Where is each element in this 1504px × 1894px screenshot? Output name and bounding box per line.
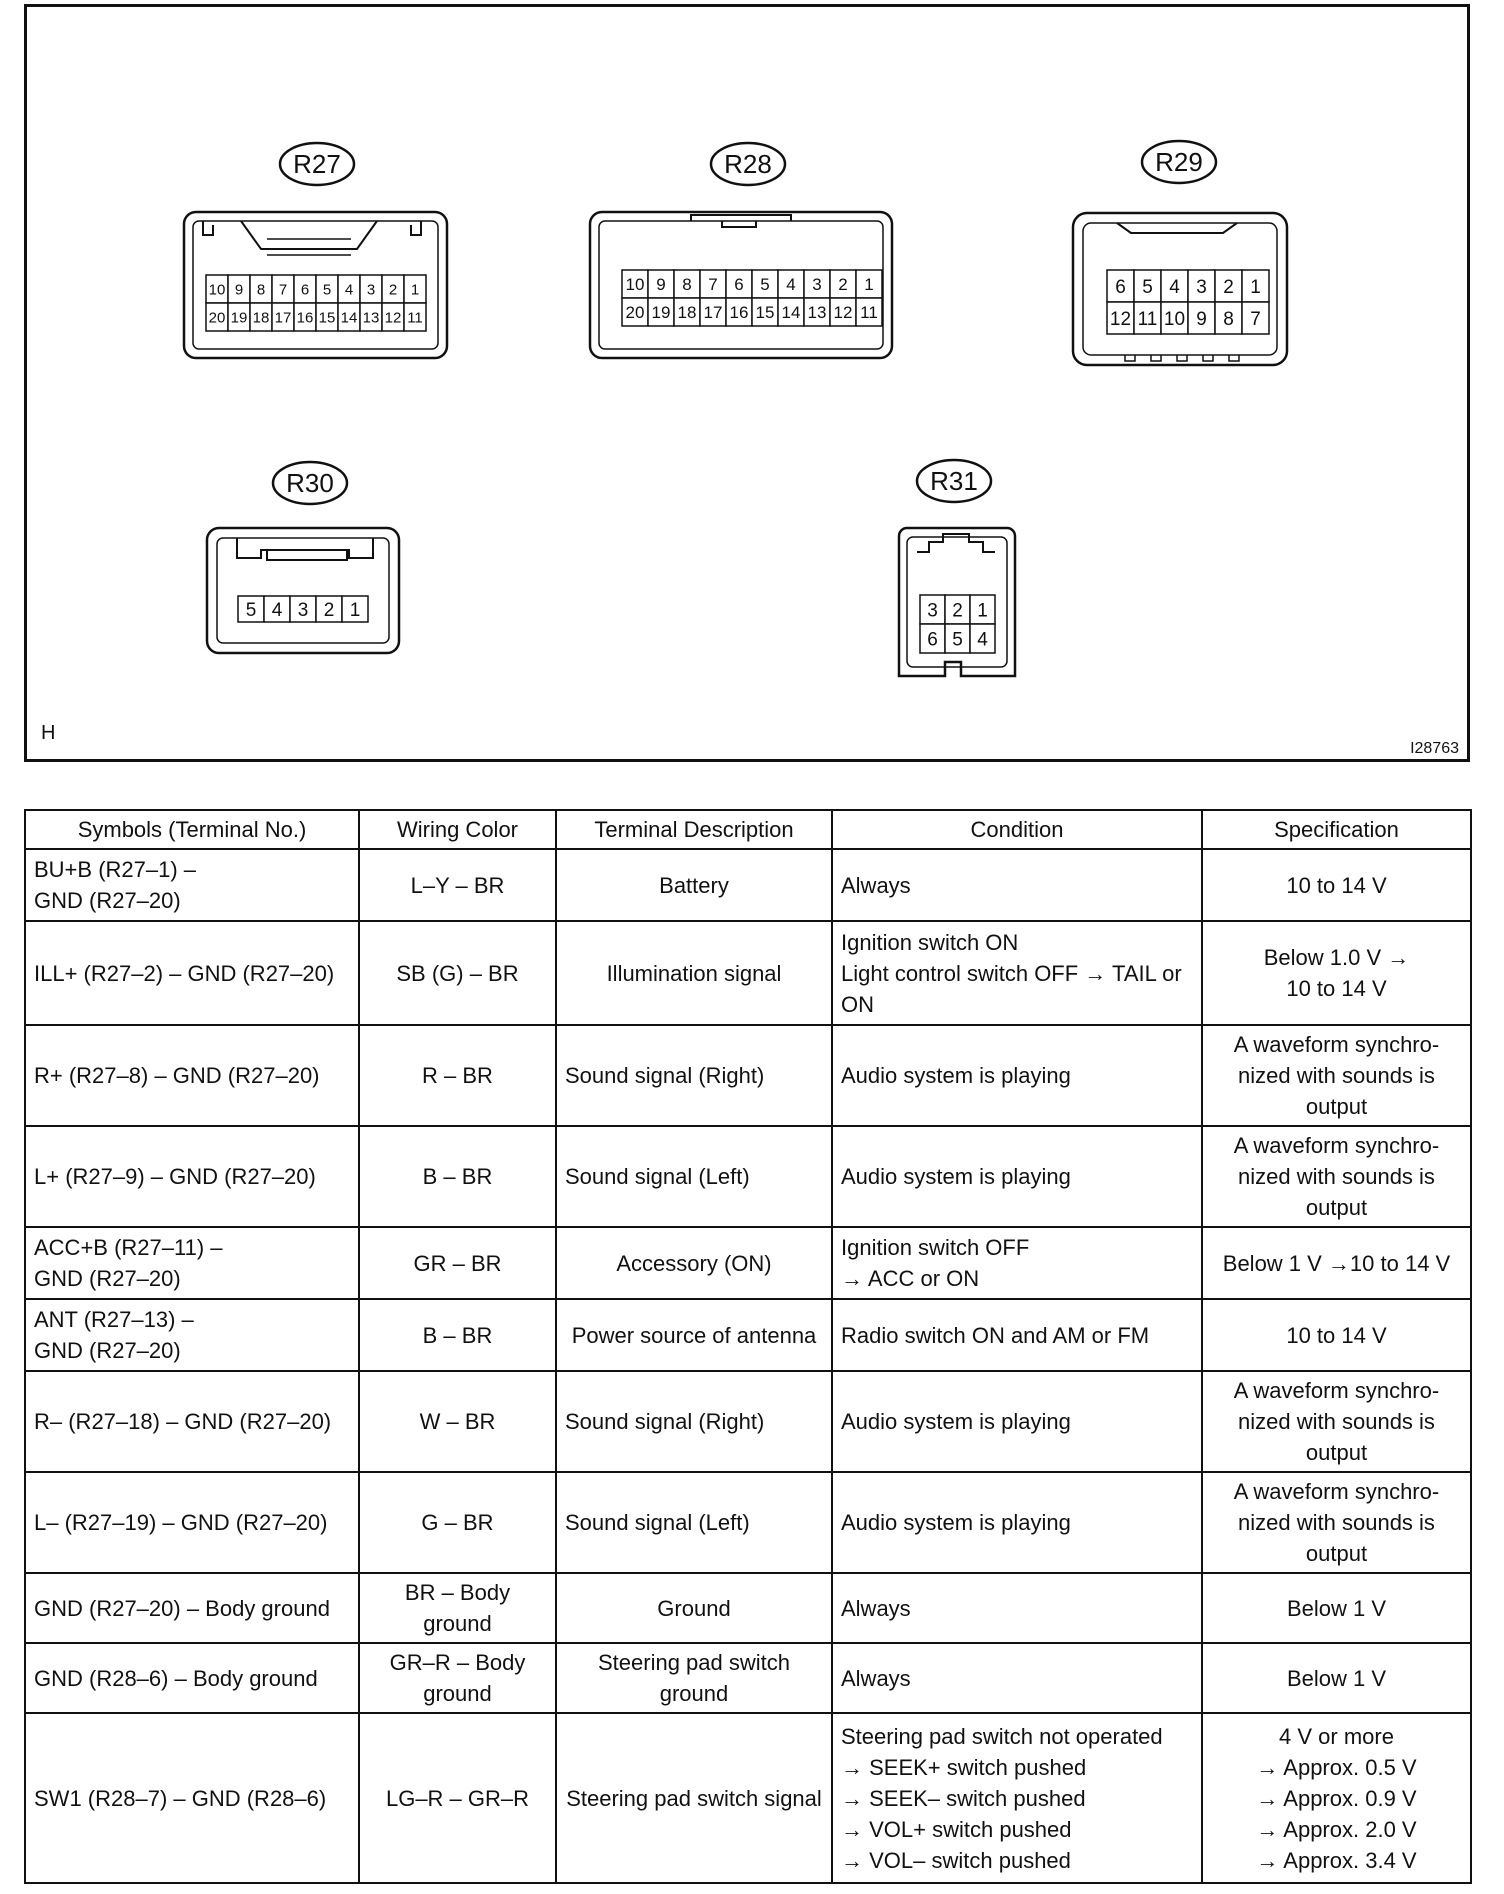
terminal-number: 4 xyxy=(1169,276,1180,298)
cell-wiring: SB (G) – BR xyxy=(396,960,519,986)
terminal-number: 19 xyxy=(230,309,248,327)
connector-r27-label: R27 xyxy=(293,149,341,179)
cell-condition: Steering pad switch not operated → SEEK+ switch pushed → SEEK– switch pushed → VOL+ switch pushed → VOL– switch pushed xyxy=(841,1723,1163,1873)
terminal-number: 5 xyxy=(322,281,332,299)
header-wiring-color: Wiring Color xyxy=(359,810,556,849)
cell-description: Steering pad switch signal xyxy=(566,1785,822,1811)
cell-description: Illumination signal xyxy=(606,960,782,986)
terminal-number: 12 xyxy=(1109,308,1132,330)
terminal-number: 13 xyxy=(807,303,827,323)
cell-wiring: G – BR xyxy=(421,1510,494,1535)
terminal-number: 10 xyxy=(625,275,645,295)
terminal-number: 6 xyxy=(300,281,310,299)
terminal-number: 8 xyxy=(1223,308,1234,330)
terminal-number: 19 xyxy=(651,303,671,323)
connector-r30-label: R30 xyxy=(286,468,334,498)
terminal-number: 4 xyxy=(344,281,354,299)
terminal-number: 16 xyxy=(296,309,314,327)
cell-description: Sound signal (Right) xyxy=(565,1063,765,1088)
connector-r31-label: R31 xyxy=(930,466,978,496)
terminal-number: 6 xyxy=(734,275,744,295)
table-row xyxy=(25,1713,1471,1883)
terminal-number: 5 xyxy=(245,599,257,621)
terminal-number: 5 xyxy=(760,275,770,295)
terminal-number: 20 xyxy=(625,303,645,323)
cell-symbol: SW1 (R28–7) – GND (R28–6) xyxy=(34,1785,327,1811)
terminal-number: 3 xyxy=(1196,276,1207,298)
terminal-number: 17 xyxy=(703,303,723,323)
terminal-number: 4 xyxy=(977,629,988,651)
table-row xyxy=(25,1371,1471,1472)
terminal-spec-table xyxy=(24,809,1472,1884)
cell-symbol: R– (R27–18) – GND (R27–20) xyxy=(34,1409,332,1434)
cell-spec: A waveform synchro- nized with sounds is output xyxy=(1233,1133,1440,1220)
terminal-number: 7 xyxy=(278,281,288,299)
cell-wiring: GR–R – Body ground xyxy=(389,1650,526,1706)
cell-spec: Below 1.0 V → 10 to 14 V xyxy=(1263,945,1410,1001)
figure-id: I28763 xyxy=(1410,740,1459,757)
cell-spec: A waveform synchro- nized with sounds is output xyxy=(1233,1479,1440,1566)
terminal-number: 5 xyxy=(1142,276,1153,298)
terminal-number: 3 xyxy=(812,275,822,295)
cell-condition: Ignition switch OFF → ACC or ON xyxy=(841,1235,1030,1291)
connector-r28-label: R28 xyxy=(724,149,772,179)
cell-wiring: BR – Body ground xyxy=(404,1580,511,1636)
terminal-number: 1 xyxy=(349,599,361,621)
terminal-number: 1 xyxy=(1250,276,1261,298)
connector-r30-housing xyxy=(207,528,399,653)
cell-symbol: GND (R28–6) – Body ground xyxy=(34,1665,318,1691)
terminal-number: 4 xyxy=(786,275,796,295)
terminal-number: 16 xyxy=(729,303,749,323)
terminal-number: 3 xyxy=(297,599,309,621)
terminal-number: 6 xyxy=(1115,276,1126,298)
terminal-number: 18 xyxy=(677,303,697,323)
cell-description: Sound signal (Right) xyxy=(565,1409,765,1434)
header-terminal-description: Terminal Description xyxy=(556,810,832,849)
table-row xyxy=(25,1227,1471,1299)
terminal-number: 3 xyxy=(927,600,938,622)
cell-condition: Always xyxy=(841,1665,911,1691)
table-row xyxy=(25,1643,1471,1713)
terminal-number: 13 xyxy=(362,309,380,327)
terminal-number: 18 xyxy=(252,309,270,327)
terminal-number: 2 xyxy=(1223,276,1234,298)
cell-spec: A waveform synchro- nized with sounds is output xyxy=(1233,1378,1440,1465)
terminal-number: 4 xyxy=(271,599,283,621)
cell-description: Steering pad switch ground xyxy=(598,1650,790,1706)
terminal-number: 1 xyxy=(864,275,874,295)
cell-spec: Below 1 V xyxy=(1286,1665,1387,1691)
cell-description: Accessory (ON) xyxy=(616,1250,772,1276)
terminal-number: 7 xyxy=(1250,308,1261,330)
cell-description: Power source of antenna xyxy=(571,1322,817,1348)
terminal-number: 2 xyxy=(323,599,335,621)
cell-wiring: B – BR xyxy=(422,1322,493,1348)
cell-description: Sound signal (Left) xyxy=(565,1510,750,1535)
cell-wiring: B – BR xyxy=(422,1164,493,1189)
cell-spec: Below 1 V xyxy=(1286,1595,1387,1621)
terminal-number: 2 xyxy=(388,281,398,299)
terminal-number: 9 xyxy=(1196,308,1207,330)
terminal-number: 1 xyxy=(410,281,420,299)
connector-diagram xyxy=(24,4,1470,762)
cell-symbol: ACC+B (R27–11) – GND (R27–20) xyxy=(34,1235,223,1291)
connector-r29-label: R29 xyxy=(1155,147,1203,177)
cell-symbol: L+ (R27–9) – GND (R27–20) xyxy=(34,1164,316,1189)
cell-symbol: R+ (R27–8) – GND (R27–20) xyxy=(34,1063,320,1088)
cell-spec: 10 to 14 V xyxy=(1286,1322,1387,1348)
terminal-number: 6 xyxy=(927,629,938,651)
cell-wiring: LG–R – GR–R xyxy=(385,1785,530,1811)
cell-symbol: L– (R27–19) – GND (R27–20) xyxy=(34,1510,328,1535)
cell-condition: Always xyxy=(841,872,911,898)
cell-condition: Radio switch ON and AM or FM xyxy=(841,1322,1150,1348)
connector-drawing xyxy=(27,7,1467,759)
cell-symbol: ANT (R27–13) – GND (R27–20) xyxy=(34,1307,194,1363)
terminal-number: 1 xyxy=(977,600,988,622)
cell-symbol: ILL+ (R27–2) – GND (R27–20) xyxy=(34,960,335,986)
cell-wiring: GR – BR xyxy=(413,1250,502,1276)
cell-spec: 4 V or more → Approx. 0.5 V → Approx. 0.9 V → Approx. 2.0 V → Approx. 3.4 V xyxy=(1256,1723,1417,1873)
terminal-number: 7 xyxy=(708,275,718,295)
cell-condition: Ignition switch ON Light control switch OFF → TAIL or ON xyxy=(841,929,1182,1017)
terminal-number: 11 xyxy=(407,309,423,327)
table-row xyxy=(25,1025,1471,1126)
terminal-number: 14 xyxy=(340,309,358,327)
terminal-number: 10 xyxy=(208,281,226,299)
table-row xyxy=(25,1126,1471,1227)
table-header-row xyxy=(25,810,1471,849)
header-condition: Condition xyxy=(832,810,1202,849)
terminal-number: 9 xyxy=(234,281,244,299)
terminal-number: 3 xyxy=(366,281,376,299)
cell-description: Ground xyxy=(657,1595,731,1621)
terminal-number: 5 xyxy=(952,629,963,651)
table-row xyxy=(25,1573,1471,1643)
terminal-number: 10 xyxy=(1163,308,1186,330)
cell-spec: A waveform synchro- nized with sounds is output xyxy=(1233,1032,1440,1119)
cell-wiring: R – BR xyxy=(422,1063,493,1088)
terminal-number: 2 xyxy=(952,600,963,622)
cell-description: Battery xyxy=(659,872,729,898)
cell-condition: Audio system is playing xyxy=(841,1063,1071,1088)
terminal-number: 12 xyxy=(833,303,853,323)
corner-letter: H xyxy=(41,722,56,744)
terminal-number: 9 xyxy=(656,275,666,295)
terminal-number: 12 xyxy=(384,309,402,327)
cell-description: Sound signal (Left) xyxy=(565,1164,750,1189)
cell-symbol: GND (R27–20) – Body ground xyxy=(34,1595,330,1621)
cell-condition: Audio system is playing xyxy=(841,1409,1071,1434)
cell-symbol: BU+B (R27–1) – GND (R27–20) xyxy=(34,857,197,913)
terminal-number: 8 xyxy=(256,281,266,299)
cell-spec: Below 1 V →10 to 14 V xyxy=(1222,1250,1451,1276)
cell-spec: 10 to 14 V xyxy=(1286,872,1387,898)
terminal-number: 11 xyxy=(1137,308,1158,330)
cell-condition: Always xyxy=(841,1595,911,1621)
cell-condition: Audio system is playing xyxy=(841,1510,1071,1535)
header-specification: Specification xyxy=(1202,810,1471,849)
cell-condition: Audio system is playing xyxy=(841,1164,1071,1189)
header-symbols: Symbols (Terminal No.) xyxy=(25,810,359,849)
table-row xyxy=(25,1299,1471,1371)
table-row xyxy=(25,921,1471,1025)
terminal-number: 17 xyxy=(274,309,292,327)
terminal-number: 11 xyxy=(860,303,878,323)
terminal-number: 20 xyxy=(208,309,226,327)
terminal-number: 2 xyxy=(838,275,848,295)
cell-wiring: W – BR xyxy=(419,1409,496,1434)
cell-wiring: L–Y – BR xyxy=(410,872,505,898)
table-row xyxy=(25,849,1471,921)
terminal-number: 15 xyxy=(755,303,775,323)
terminal-number: 8 xyxy=(682,275,692,295)
table-row xyxy=(25,1472,1471,1573)
terminal-number: 14 xyxy=(781,303,801,323)
terminal-number: 15 xyxy=(318,309,336,327)
